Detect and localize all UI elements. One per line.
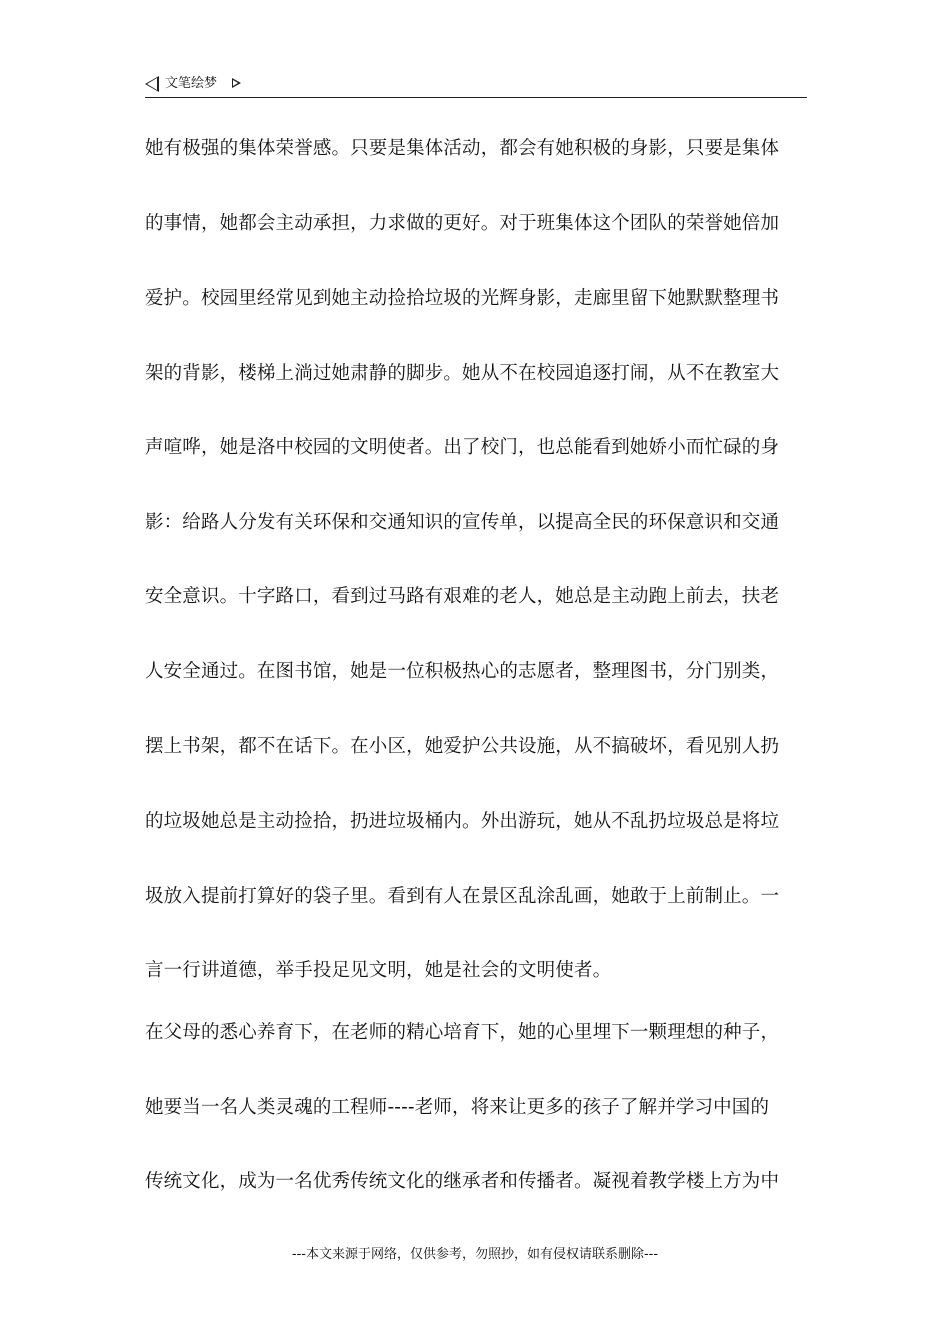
body-text-line: 架的背影，楼梯上淌过她肃静的脚步。她从不在校园追逐打闹，从不在教室大 [145,363,780,384]
body-text-line: 摆上书架，都不在话下。在小区，她爱护公共设施，从不搞破坏，看见别人扔 [145,736,780,757]
footer-disclaimer: ---本文来源于网络，仅供参考，勿照抄，如有侵权请联系删除--- [291,1247,659,1262]
left-triangle-icon [145,76,159,92]
header-title: 文笔绘梦 [165,76,218,91]
body-text-line: 圾放入提前打算好的袋子里。看到有人在景区乱涂乱画，她敢于上前制止。一 [145,886,780,907]
right-triangle-icon [232,78,241,88]
body-text-line: 她要当一名人类灵魂的工程师----老师，将来让更多的孩子了解并学习中国的 [145,1097,770,1118]
body-text-line: 爱护。校园里经常见到她主动捡拾垃圾的光辉身影，走廊里留下她默默整理书 [145,288,780,309]
body-text-line: 影：给路人分发有关环保和交通知识的宣传单，以提高全民的环保意识和交通 [145,512,780,533]
body-text-line: 她有极强的集体荣誉感。只要是集体活动，都会有她积极的身影，只要是集体 [145,138,780,159]
header-divider [145,97,807,98]
body-text-line: 言一行讲道德，举手投足见文明，她是社会的文明使者。 [145,960,612,981]
page-header [145,74,807,98]
body-text-line: 传统文化，成为一名优秀传统文化的继承者和传播者。凝视着教学楼上方为中 [145,1171,780,1192]
body-text-line: 安全意识。十字路口，看到过马路有艰难的老人，她总是主动跑上前去，扶老 [145,586,780,607]
body-text-line: 声喧哗，她是洛中校园的文明使者。出了校门，也总能看到她娇小而忙碌的身 [145,437,780,458]
body-text-line: 人安全通过。在图书馆，她是一位积极热心的志愿者，整理图书，分门别类， [145,661,780,682]
body-text-line: 的事情，她都会主动承担，力求做的更好。对于班集体这个团队的荣誉她倍加 [145,213,780,234]
body-text-line: 的垃圾她总是主动捡拾，扔进垃圾桶内。外出游玩，她从不乱扔垃圾总是将垃 [145,811,780,832]
body-text-line: 在父母的悉心养育下，在老师的精心培育下，她的心里埋下一颗理想的种子， [145,1022,780,1043]
